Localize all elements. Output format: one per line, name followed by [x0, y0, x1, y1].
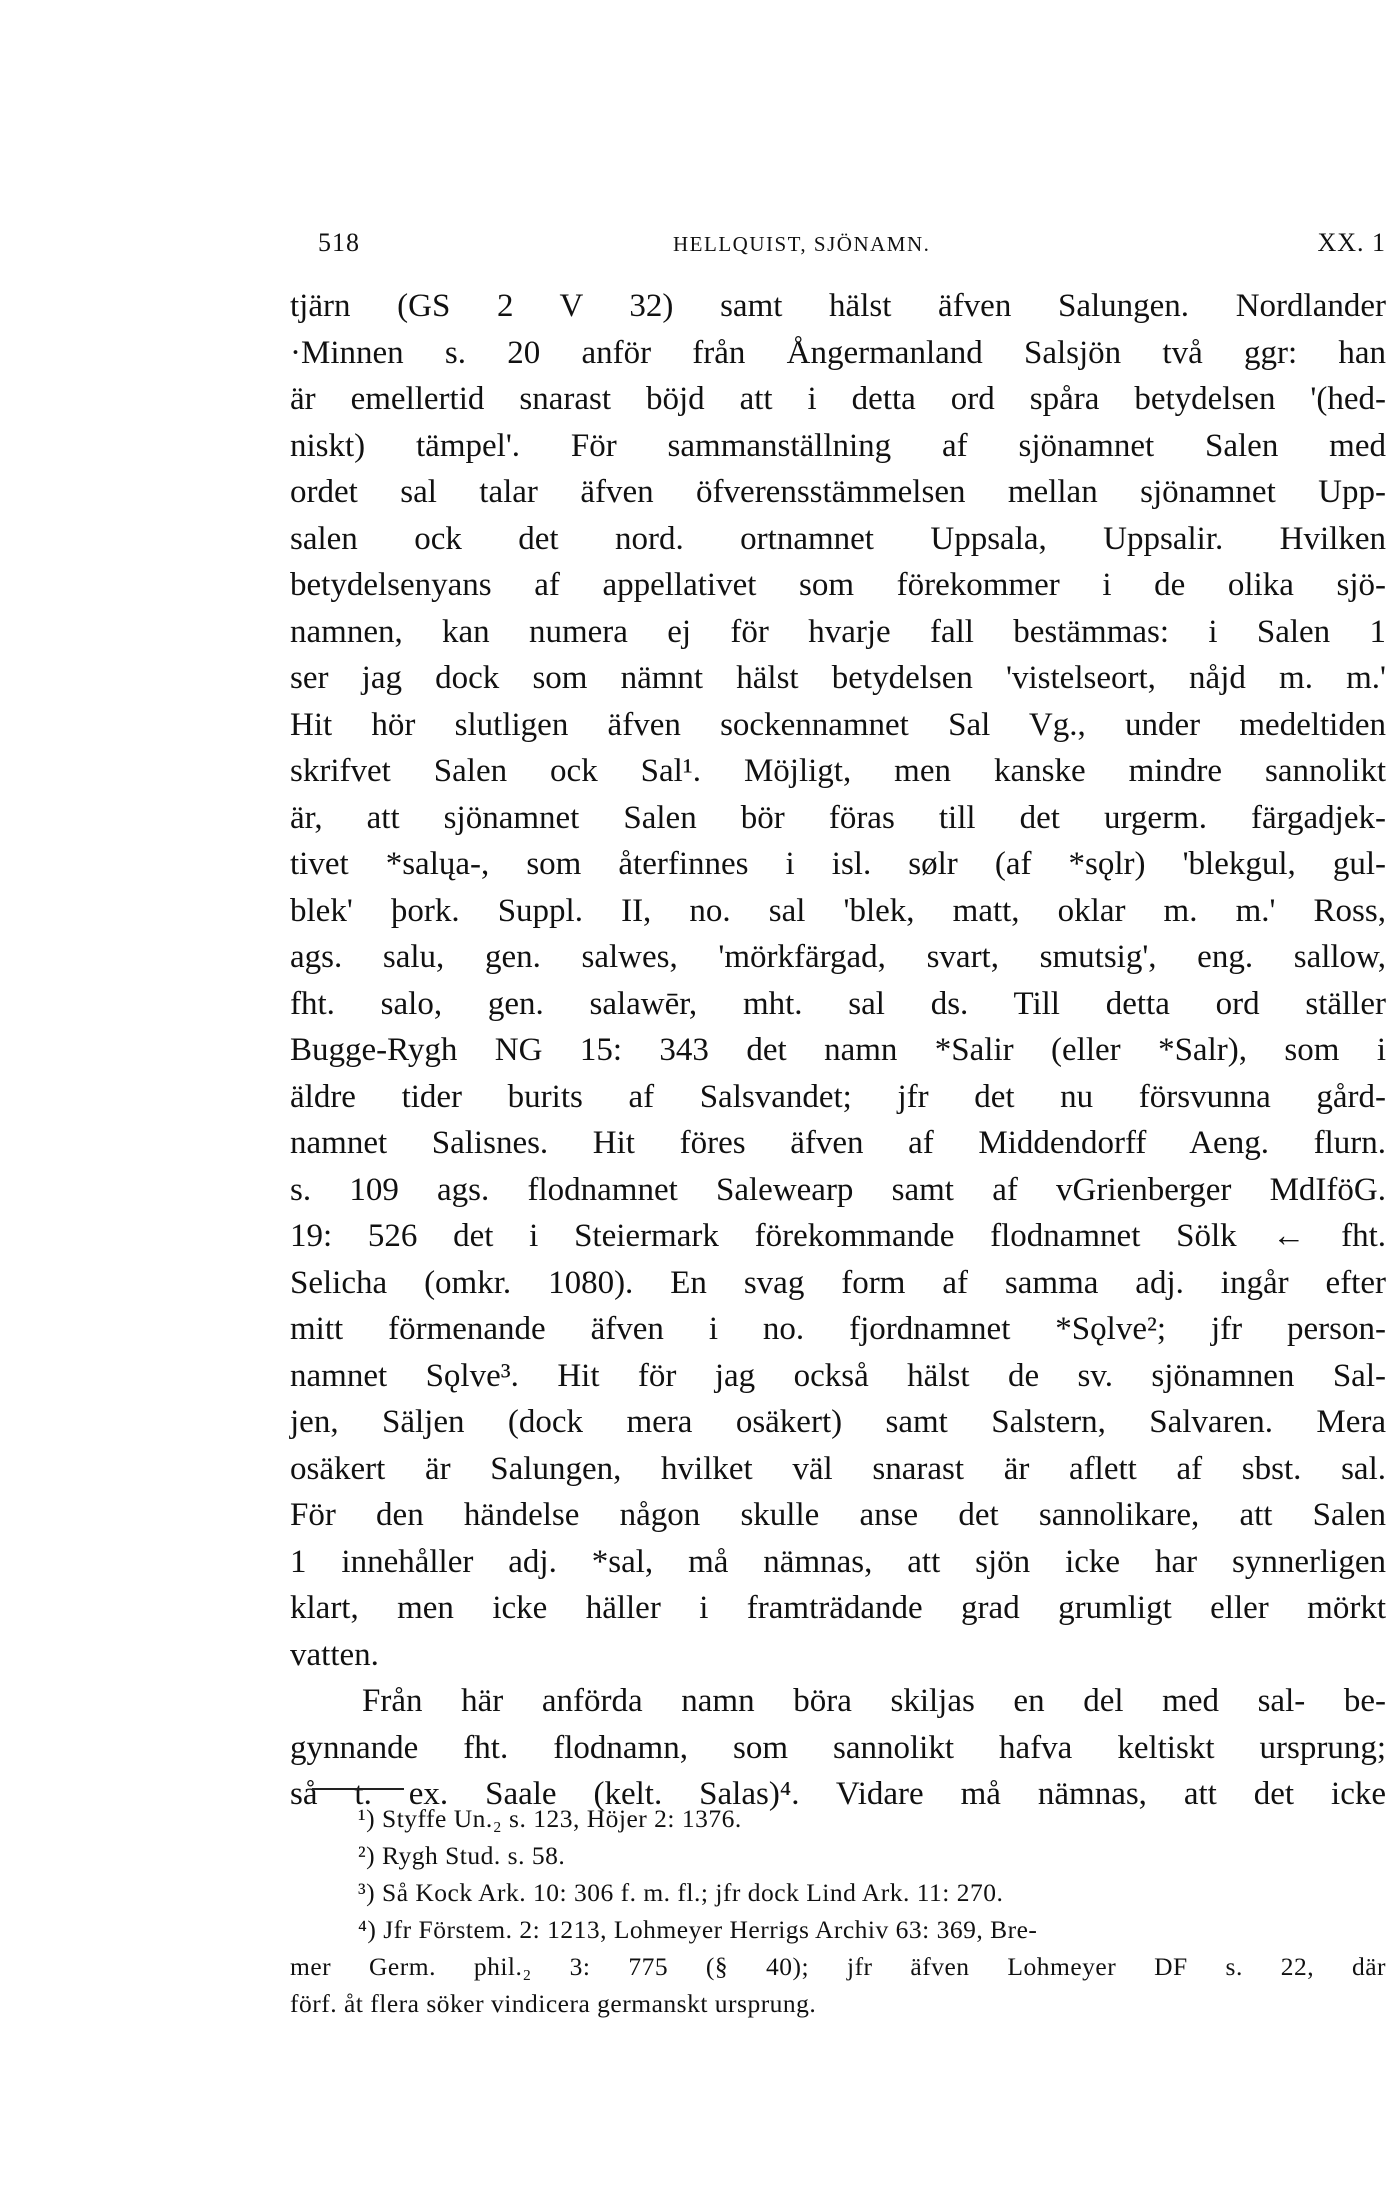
- text-line: är emellertid snarast böjd att i detta ord spåra betydelsen '(hed-: [290, 381, 1386, 417]
- text-line: namnen, kan numera ej för hvarje fall bestämmas: i Salen 1: [290, 613, 1386, 650]
- text-line: tivet *salųa-, som återfinnes i isl. sølr (af *sǫlr) 'blekgul, gul-: [290, 846, 1386, 882]
- text-line: gynnande fht. flodnamn, som sannolikt hafva keltiskt ursprung;: [290, 1729, 1386, 1766]
- footnote: ⁴) Jfr Förstem. 2: 1213, Lohmeyer Herrigs Archiv 63: 369, Bre-: [358, 1915, 1038, 1944]
- text-line: tjärn (GS 2 V 32) samt hälst äfven Salungen. Nordlander: [290, 288, 1386, 324]
- footnote-divider: [312, 1788, 404, 1790]
- text-line: jen, Säljen (dock mera osäkert) samt Salstern, Salvaren. Mera: [290, 1404, 1386, 1440]
- text-line: namnet Salisnes. Hit föres äfven af Middendorff Aeng. flurn.: [290, 1125, 1386, 1161]
- text-line: skrifvet Salen ock Sal¹. Möjligt, men kanske mindre sannolikt: [290, 753, 1386, 789]
- text-line: 1 innehåller adj. *sal, må nämnas, att sjön icke har synnerligen: [290, 1543, 1386, 1580]
- text-line: Hit hör slutligen äfven sockennamnet Sal Vg., under medeltiden: [290, 706, 1386, 743]
- footnote: ¹) Styffe Un.₂ s. 123, Höjer 2: 1376.: [358, 1804, 742, 1833]
- page-number: 518: [318, 228, 360, 257]
- text-line: är, att sjönamnet Salen bör föras till det urgerm. färgadjek-: [290, 799, 1386, 836]
- footnotes: [290, 1800, 1386, 2022]
- text-line: För den händelse någon skulle anse det sannolikare, att Salen: [290, 1497, 1386, 1533]
- text-line: ·Minnen s. 20 anför från Ångermanland Salsjön två ggr: han: [290, 334, 1386, 371]
- footnote-continuation: mer Germ. phil.₂ 3: 775 (§ 40); jfr äfven Lohmeyer DF s. 22, där: [290, 1952, 1386, 1981]
- text-line: osäkert är Salungen, hvilket väl snarast är aflett af sbst. sal.: [290, 1450, 1386, 1487]
- running-head: [318, 228, 1386, 268]
- text-line: 19: 526 det i Steiermark förekommande flodnamnet Sölk ← fht.: [290, 1218, 1386, 1254]
- footnote-continuation: förf. åt flera söker vindicera germanskt ursprung.: [290, 1989, 817, 2018]
- text-line: mitt förmenande äfven i no. fjordnamnet *Sǫlve²; jfr person-: [290, 1311, 1386, 1347]
- text-line: ordet sal talar äfven öfverensstämmelsen mellan sjönamnet Upp-: [290, 474, 1386, 510]
- running-title: HELLQUIST, SJÖNAMN.: [673, 232, 931, 256]
- text-line: klart, men icke häller i framträdande grad grumligt eller mörkt: [290, 1590, 1386, 1626]
- text-line: Selicha (omkr. 1080). En svag form af samma adj. ingår efter: [290, 1264, 1386, 1301]
- text-line: fht. salo, gen. salawēr, mht. sal ds. Till detta ord ställer: [290, 985, 1386, 1022]
- text-line: betydelsenyans af appellativet som förekommer i de olika sjö-: [290, 567, 1386, 603]
- footnote: ²) Rygh Stud. s. 58.: [358, 1841, 566, 1870]
- text-line: så t. ex. Saale (kelt. Salas)⁴. Vidare må nämnas, att det icke: [290, 1776, 1386, 1812]
- text-line: salen ock det nord. ortnamnet Uppsala, Uppsalir. Hvilken: [290, 520, 1386, 557]
- text-line: s. 109 ags. flodnamnet Salewearp samt af vGrienberger MdIföG.: [290, 1171, 1386, 1208]
- text-line: Bugge-Rygh NG 15: 343 det namn *Salir (eller *Salr), som i: [290, 1032, 1386, 1068]
- text-line: äldre tider burits af Salsvandet; jfr det nu försvunna gård-: [290, 1078, 1386, 1115]
- body-text: [290, 283, 1386, 1818]
- text-line: niskt) tämpel'. För sammanställning af sjönamnet Salen med: [290, 427, 1386, 464]
- text-line: namnet Sǫlve³. Hit för jag också hälst de sv. sjönamnen Sal-: [290, 1357, 1386, 1394]
- text-line: ags. salu, gen. salwes, 'mörkfärgad, svart, smutsig', eng. sallow,: [290, 939, 1386, 975]
- text-line: Från här anförda namn böra skiljas en del med sal- be-: [362, 1683, 1386, 1719]
- text-line: vatten.: [290, 1636, 379, 1673]
- text-line: blek' þork. Suppl. II, no. sal 'blek, matt, oklar m. m.' Ross,: [290, 892, 1386, 929]
- volume-number: XX. 1: [1317, 228, 1386, 257]
- footnote: ³) Så Kock Ark. 10: 306 f. m. fl.; jfr dock Lind Ark. 11: 270.: [358, 1878, 1004, 1907]
- text-line: ser jag dock som nämnt hälst betydelsen 'vistelseort, nåjd m. m.': [290, 660, 1386, 696]
